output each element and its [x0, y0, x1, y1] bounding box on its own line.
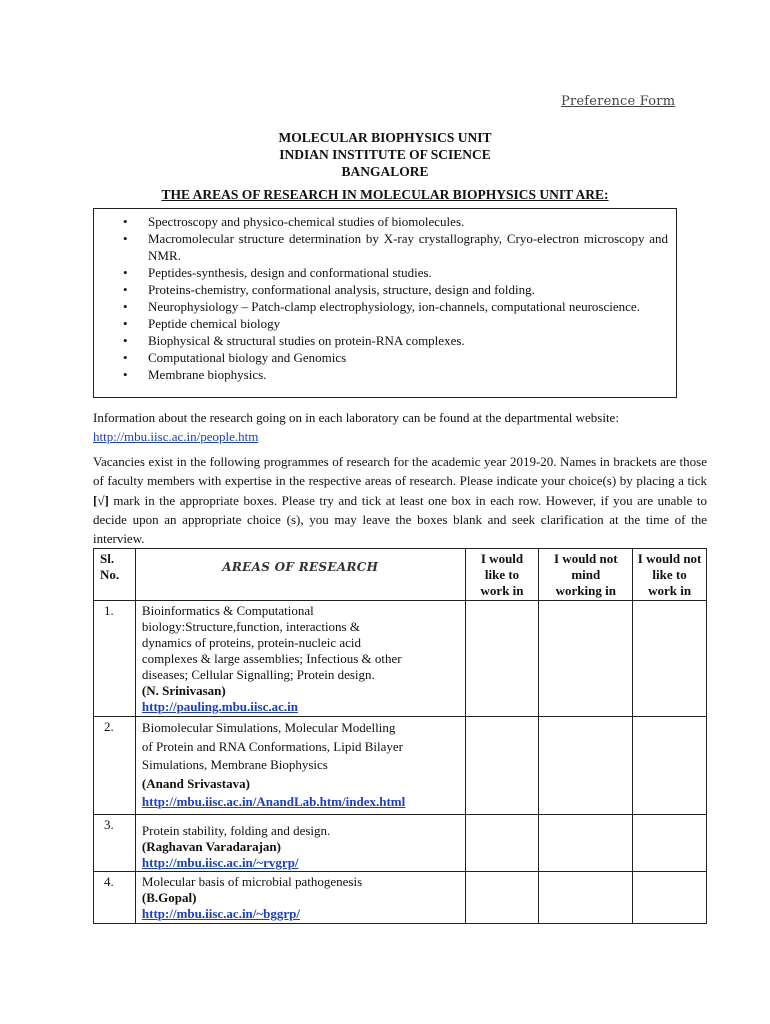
faculty-name: (N. Srinivasan): [141, 683, 226, 698]
areas-list: [94, 209, 676, 383]
bullet-icon: •: [123, 299, 128, 314]
choice-not-like-box[interactable]: [633, 815, 707, 872]
choice-like-box[interactable]: [465, 717, 539, 815]
area-cell: Biomolecular Simulations, Molecular Modelling of Protein and RNA Conformations, Lipid Bilayer Simulations, Membrane Biophysics (Anand Srivastava) http://mbu.iisc.ac.in/AnandLab.htm/index.html: [135, 717, 465, 815]
bullet-icon: •: [123, 350, 128, 365]
area-item: • Computational biology and Genomics: [123, 350, 347, 365]
area-item: • Peptides-synthesis, design and conformational studies.: [123, 265, 432, 280]
area-item: • Peptide chemical biology: [123, 316, 281, 331]
preference-table: [93, 548, 707, 924]
choice-not-like-box[interactable]: [633, 717, 707, 815]
info-paragraph: [93, 408, 707, 446]
lab-link[interactable]: http://mbu.iisc.ac.in/~bggrp/: [141, 906, 300, 921]
choice-like-box[interactable]: [465, 872, 539, 924]
sl-number: 3.: [94, 815, 136, 872]
col-header-like: I would like to work in: [465, 549, 539, 601]
bullet-icon: •: [123, 333, 128, 348]
choice-like-box[interactable]: [465, 815, 539, 872]
bullet-icon: •: [123, 214, 128, 229]
header-line-institute: INDIAN INSTITUTE OF SCIENCE: [279, 147, 491, 162]
area-item: • Neurophysiology – Patch-clamp electrophysiology, ion-channels, computational neuroscience.: [123, 299, 640, 314]
area-cell: Bioinformatics & Computational biology:Structure,function, interactions & dynamics of proteins, protein-nucleic acid complexes & large assemblies; Infectious & other diseases; Cellular Signalling; Protein design. (N. Srinivasan) http://pauling.mbu.iisc.ac.in: [135, 601, 465, 717]
table-row: [94, 717, 707, 815]
table-row: [94, 815, 707, 872]
table-header-row: [94, 549, 707, 601]
sl-number: 2.: [94, 717, 136, 815]
choice-not-mind-box[interactable]: [539, 717, 633, 815]
department-website-link[interactable]: http://mbu.iisc.ac.in/people.htm: [93, 429, 259, 444]
bullet-icon: •: [123, 316, 128, 331]
form-title: Preference Form: [561, 94, 676, 109]
faculty-name: (Raghavan Varadarajan): [141, 839, 281, 854]
bullet-icon: •: [123, 367, 128, 382]
table-row: [94, 601, 707, 717]
choice-not-mind-box[interactable]: [539, 815, 633, 872]
bullet-icon: •: [123, 282, 128, 297]
area-item: • Membrane biophysics.: [123, 367, 267, 382]
info-text: Information about the research going on in each laboratory can be found at the departmental website:: [93, 410, 619, 425]
area-item: • Spectroscopy and physico-chemical studies of biomolecules.: [123, 214, 465, 229]
choice-like-box[interactable]: [465, 601, 539, 717]
faculty-name: (B.Gopal): [141, 890, 197, 905]
vacancies-paragraph: Vacancies exist in the following programmes of research for the academic year 2019-20. Names in brackets are those of faculty members with expertise in the respective areas of research. Please indicate your choice(s) by placing a tick [√] mark in the appropriate boxes. Please try and tick at least one box in each row. However, if you are unable to decide upon an appropriate choice (s), you may leave the boxes blank and seek clarification at the time of the interview.: [93, 454, 707, 547]
bullet-icon: •: [123, 231, 128, 246]
lab-link[interactable]: http://pauling.mbu.iisc.ac.in: [141, 699, 298, 714]
bullet-icon: •: [123, 265, 128, 280]
table-row: [94, 872, 707, 924]
choice-not-mind-box[interactable]: [539, 601, 633, 717]
institution-header: [93, 129, 677, 180]
col-header-not-mind: I would not mind working in: [539, 549, 633, 601]
sl-number: 4.: [94, 872, 136, 924]
choice-not-like-box[interactable]: [633, 601, 707, 717]
choice-not-like-box[interactable]: [633, 872, 707, 924]
area-item: • Biophysical & structural studies on protein-RNA complexes.: [123, 333, 465, 348]
choice-not-mind-box[interactable]: [539, 872, 633, 924]
area-cell: Molecular basis of microbial pathogenesis (B.Gopal) http://mbu.iisc.ac.in/~bggrp/: [135, 872, 465, 924]
area-item: • Macromolecular structure determination by X-ray crystallography, Cryo-electron microscopy and NMR.: [123, 231, 668, 263]
faculty-name: (Anand Srivastava): [141, 775, 250, 791]
col-header-sl: Sl. No.: [94, 549, 136, 601]
area-cell: Protein stability, folding and design. (Raghavan Varadarajan) http://mbu.iisc.ac.in/~rvgrp/: [135, 815, 465, 872]
areas-list-box: [93, 208, 677, 398]
col-header-not-like: I would not like to work in: [633, 549, 707, 601]
header-line-unit: MOLECULAR BIOPHYSICS UNIT: [278, 130, 492, 145]
lab-link[interactable]: http://mbu.iisc.ac.in/AnandLab.htm/index.html: [141, 794, 406, 809]
sl-number: 1.: [94, 601, 136, 717]
areas-heading: THE AREAS OF RESEARCH IN MOLECULAR BIOPHYSICS UNIT ARE:: [161, 187, 609, 202]
col-header-area: AREAS OF RESEARCH: [135, 549, 465, 601]
lab-link[interactable]: http://mbu.iisc.ac.in/~rvgrp/: [141, 855, 299, 870]
tick-mark: [√]: [93, 492, 109, 508]
header-line-city: BANGALORE: [341, 164, 429, 179]
area-item: • Proteins-chemistry, conformational analysis, structure, design and folding.: [123, 282, 535, 297]
